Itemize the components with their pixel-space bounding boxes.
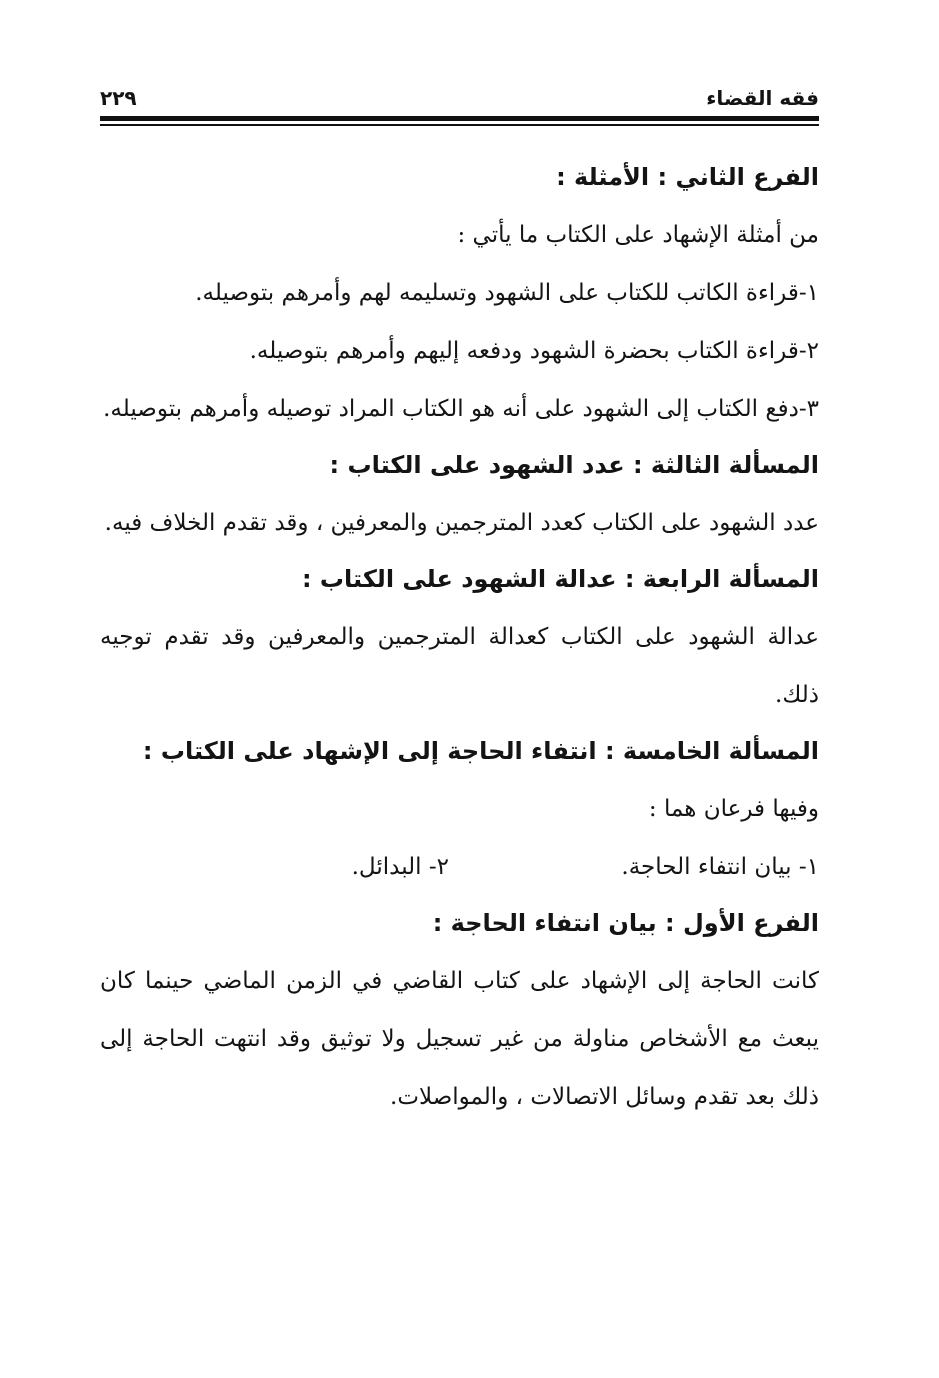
running-title: فقه القضاء — [706, 86, 819, 110]
branch-item-1: ١- بيان انتفاء الحاجة. — [621, 854, 819, 880]
section-heading-witness-integrity: المسألة الرابعة : عدالة الشهود على الكتاب : — [301, 565, 819, 593]
paragraph-examples-intro: من أمثلة الإشهاد على الكتاب ما يأتي : — [457, 222, 819, 248]
section-heading-witness-count: المسألة الثالثة : عدد الشهود على الكتاب : — [329, 451, 819, 479]
list-item-3: ٣-دفع الكتاب إلى الشهود على أنه هو الكتاب المراد توصيله وأمرهم بتوصيله. — [103, 396, 819, 422]
section-heading-first-branch: الفرع الأول : بيان انتفاء الحاجة : — [432, 909, 819, 937]
section-heading-examples: الفرع الثاني : الأمثلة : — [556, 163, 819, 191]
paragraph-first-branch: كانت الحاجة إلى الإشهاد على كتاب القاضي في الزمن الماضي حينما كان يبعث مع الأشخاص مناولة من غير تسجيل ولا توثيق وقد انتهت الحاجة إلى ذلك بعد تقدم وسائل الاتصالات ، والمواصلات. — [100, 968, 819, 1110]
paragraph-witness-integrity: عدالة الشهود على الكتاب كعدالة المترجمين والمعرفين وقد تقدم توجيه ذلك. — [100, 624, 819, 708]
page-number: ٢٢٩ — [100, 86, 137, 110]
branch-item-2: ٢- البدائل. — [351, 854, 449, 880]
header-rule-thin — [100, 124, 819, 126]
header-rule-thick — [100, 116, 819, 121]
section-heading-no-need: المسألة الخامسة : انتفاء الحاجة إلى الإشهاد على الكتاب : — [142, 737, 819, 765]
running-header — [100, 80, 819, 116]
paragraph-branches-intro: وفيها فرعان هما : — [648, 796, 819, 822]
paragraph-witness-count: عدد الشهود على الكتاب كعدد المترجمين والمعرفين ، وقد تقدم الخلاف فيه. — [104, 510, 819, 536]
list-item-2: ٢-قراءة الكتاب بحضرة الشهود ودفعه إليهم وأمرهم بتوصيله. — [249, 338, 819, 364]
branches-list — [100, 838, 819, 896]
page-body — [100, 150, 819, 1126]
list-item-1: ١-قراءة الكاتب للكتاب على الشهود وتسليمه لهم وأمرهم بتوصيله. — [195, 280, 819, 306]
